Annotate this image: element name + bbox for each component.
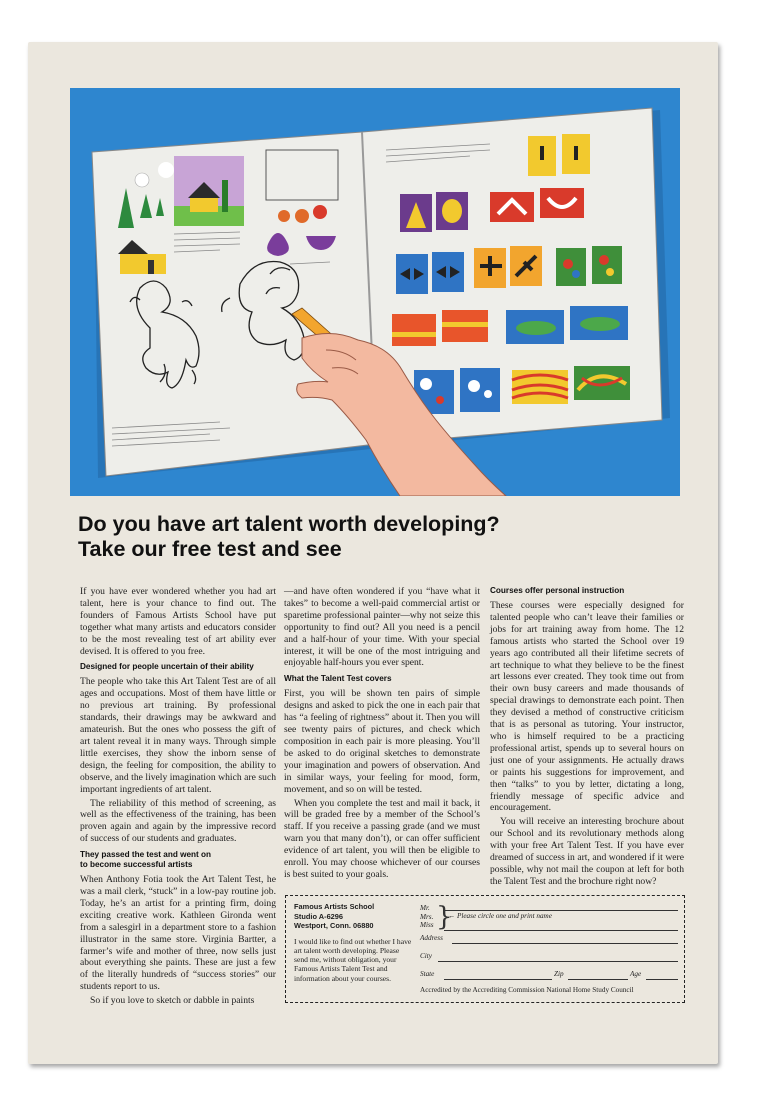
col1-paragraph-1: If you have ever wondered whether you had art talent, here is your chance to find out. The founders of Famous Artists School have put together what many artists and educators consider to be the most revealing test of art ability ever devised. It is offered to you free.: [80, 586, 276, 657]
col1-paragraph-4: When Anthony Fotia took the Art Talent Test, he was a mail clerk, “stuck” in a low-pay routine job. Today, he’s an artist for a printing firm, doing exciting creative work. Kathleen Gironda went from a salesgirl in a department store to a fashion illustrator in the same store. Virginia Bartter, a farmer’s wife and mother of three, now sells just about everything she paints. These are just a few of the literally hundreds of “success stories” our students report to us.: [80, 874, 276, 993]
address-field[interactable]: [420, 934, 678, 946]
mail-in-coupon[interactable]: [285, 895, 685, 1003]
accreditation-note: Accredited by the Accrediting Commission National Home Study Council: [420, 986, 634, 994]
address-label: Address: [420, 934, 443, 942]
city-field[interactable]: [420, 952, 678, 964]
zip-label: Zip: [554, 970, 564, 978]
brace-glyph: }: [436, 902, 453, 932]
column-1: [80, 586, 276, 1009]
coupon-blurb: I would like to find out whether I have art talent worth developing. Please send me, without obligation, your Famous Artists Talent Test and information about your courses.: [294, 936, 412, 983]
zip-line[interactable]: [568, 979, 628, 980]
address-line[interactable]: [452, 943, 678, 944]
city-line[interactable]: [438, 961, 678, 962]
state-line[interactable]: [444, 979, 552, 980]
col2-paragraph-1: —and have often wondered if you “have what it takes” to become a well-paid commercial artist or sparetime professional painter—why not seize this opportunity to find out? All you need is a pencil and a half-hour of your time. With your special interest, it will be one of the most intriguing and enjoyable half-hours you ever spent.: [284, 586, 480, 669]
circle-instruction: ← Please circle one and print name: [448, 912, 552, 920]
name-line-2[interactable]: [444, 930, 678, 931]
col1-heading-2: [80, 850, 276, 870]
state-zip-age-field[interactable]: [420, 970, 678, 982]
column-2: [284, 586, 480, 883]
state-label: State: [420, 970, 435, 978]
column-3: [490, 586, 684, 890]
age-line[interactable]: [646, 979, 678, 980]
salutation-mrs[interactable]: Mrs.: [420, 912, 434, 921]
name-line[interactable]: [444, 910, 678, 911]
headline-line-2: Take our free test and see: [78, 537, 342, 561]
coupon-studio: Studio A-6296: [294, 911, 344, 921]
col1-paragraph-5: So if you love to sketch or dabble in paints: [90, 995, 255, 1007]
coupon-address-block: [294, 902, 414, 983]
coupon-form: [420, 904, 678, 995]
salutation-miss[interactable]: Miss: [420, 921, 434, 929]
col1-heading-2a: They passed the test and went on: [80, 850, 212, 860]
col1-heading-2b: to become successful artists: [80, 860, 193, 870]
col2-paragraph-3: When you complete the test and mail it back, it will be graded free by a member of the School’s staff. If you receive a passing grade (and we must warn you that many don’t), or can offer sufficient evidence of art talent, you will then be eligible to enroll. You may choose whichever of our courses is best suited to your goals.: [284, 797, 480, 880]
col3-heading-1: Courses offer personal instruction: [490, 586, 625, 595]
col2-heading-1: What the Talent Test covers: [284, 674, 392, 684]
salutation-field[interactable]: [420, 904, 678, 934]
col1-paragraph-2: The people who take this Art Talent Test are of all ages and occupations. Most of them have little or no previous art training. By professional standards, their drawings may be awkward and amateurish. But the ones who possess the gift of art talent reveal it in many ways. Through simple little exercises, they show the inborn sense of design, the feeling for composition, the ability to observe, and the lively imagination which are such important ingredients of art talent.: [80, 676, 276, 795]
coupon-city: Westport, Conn. 06880: [294, 921, 374, 931]
col2-paragraph-2: First, you will be shown ten pairs of simple designs and asked to pick the one in each pair that has “a feeling of rightness” about it. Then you will see twenty pairs of pictures, and check which composition in each pair is more pleasing. You’ll be asked to do original sketches to demonstrate your imagination and powers of observation. And in similar ways, your feeling for mood, form, movement, and so on will be tested.: [284, 688, 480, 795]
salutation-mr[interactable]: Mr.: [420, 904, 430, 912]
headline: [78, 512, 678, 562]
test-booklet-illustration: [70, 88, 680, 496]
headline-line-1: Do you have art talent worth developing?: [78, 512, 500, 536]
col3-paragraph-2: You will receive an interesting brochure about our School and its revolutionary methods along with your free Art Talent Test. If you have ever dreamed of success in art, and wondered if it were possible, why not mail the coupon at left for both the Talent Test and the brochure right now?: [490, 816, 684, 887]
col3-paragraph-1: These courses were especially designed for talented people who can’t leave their families or jobs for art training away from home. The 12 famous artists who started the School over 19 years ago contributed all their lifetime secrets of art technique to what they believe to be the finest art lessons ever created. They took time out from their own busy careers and made thousands of special drawings to demonstrate each point. Then they devised a method of constructive criticism that is as personal as tutoring. Your instructor, who is himself required to be a practicing professional artist, spends up to several hours on just one of your assignments. He actually draws or paints his suggestions for improvement, and then “talks” to you by letter, dictating a long, friendly message of specific advice and encouragement.: [490, 600, 684, 814]
coupon-school-name: Famous Artists School: [294, 902, 375, 911]
city-label: City: [420, 952, 432, 960]
col1-paragraph-3: The reliability of this method of screening, as well as the effectiveness of the training, has been proven again and again by the impressive record of success of our students and graduates.: [80, 797, 276, 845]
age-label: Age: [630, 970, 642, 978]
col1-heading-1: Designed for people uncertain of their ability: [80, 662, 254, 672]
